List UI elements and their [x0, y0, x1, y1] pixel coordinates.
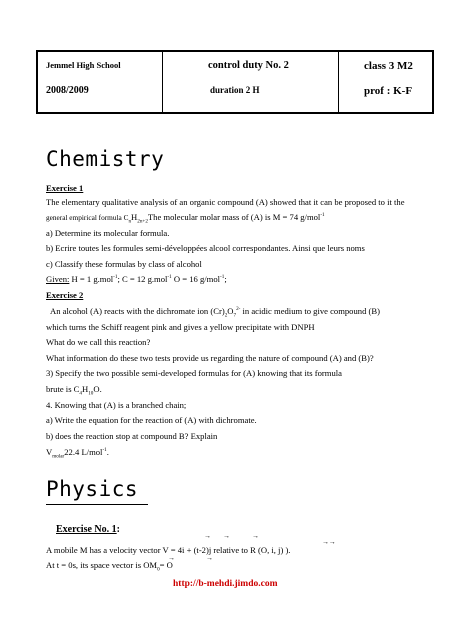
given-c: ; C = 12 g.mol — [117, 274, 168, 284]
ex1-l2e: The molecular molar mass of (A) is M = 74 g/mol — [147, 212, 321, 222]
vector-arrow-om-icon: → — [168, 554, 174, 562]
physics-heading — [46, 477, 138, 501]
ex1-l2d: 2n+2 — [137, 218, 148, 225]
duty-duration: duration 2 H — [210, 85, 260, 95]
header-title-cell — [162, 52, 339, 112]
given-sup3: -1 — [220, 274, 225, 281]
physics-ex1-title-text: Exercise No. 1 — [56, 524, 117, 535]
ex2-l1d: 7 — [233, 312, 237, 319]
ex2-line-3: What do we call this reaction? — [46, 337, 151, 347]
ex2-l1a: An alcohol (A) reacts with the dichromate ion (Cr) — [50, 306, 225, 316]
given-o: O = 16 g/mol — [173, 274, 221, 284]
phys-l2a: At t = 0s, its space vector is OM — [46, 560, 158, 570]
ex2-l1e: 2- — [236, 306, 241, 313]
header-table — [36, 50, 434, 114]
footer-link[interactable]: http://b-mehdi.jimdo.com — [173, 579, 278, 589]
physics-line-2 — [46, 560, 173, 571]
ex2-line-5: 3) Specify the two possible semi-developed formulas for (A) knowing that its formula — [46, 368, 342, 378]
ex2-line-4: What information do these two tests provide us regarding the nature of compound (A) and (B)? — [46, 353, 374, 363]
given-label: Given: — [46, 274, 70, 284]
physics-exercise-1-title — [56, 524, 120, 535]
ex2-l10b: molar — [52, 453, 65, 460]
phys-l2b: 0 — [157, 566, 160, 573]
ex1-l2f: -1 — [320, 212, 325, 219]
duty-title: control duty No. 2 — [208, 60, 289, 71]
given-h: H = 1 g.mol — [69, 274, 114, 284]
ex2-line-9: b) does the reaction stop at compound B? Explain — [46, 431, 218, 441]
ex2-l10c: 22.4 L/mol — [64, 447, 103, 457]
ex1-question-c: c) Classify these formulas by class of alcohol — [46, 259, 202, 269]
phys-l2c: = O — [159, 560, 173, 570]
ex2-line-10 — [46, 447, 109, 458]
exercise-2-title: Exercise 2 — [46, 290, 84, 300]
chemistry-heading — [46, 147, 164, 171]
ex2-line-2: which turns the Schiff reagent pink and gives a yellow precipitate with DNPH — [46, 322, 315, 332]
ex2-l10a: V — [46, 447, 53, 457]
ex2-l6c: H — [82, 384, 89, 394]
chemistry-heading-text: Chemistry — [46, 147, 165, 171]
vector-arrow-r-i-icon: → → — [322, 538, 335, 546]
given-sup2: -1 — [167, 274, 172, 281]
ex2-l10d: -1 — [102, 447, 107, 454]
physics-line-1: A mobile M has a velocity vector V = 4i + (t-2)j relative to R (O, i, j) ). — [46, 545, 291, 555]
ex2-l6b: 4 — [79, 390, 82, 397]
header-school-cell — [38, 52, 163, 112]
physics-ex1-colon: : — [116, 524, 120, 535]
class-label: class 3 M2 — [364, 60, 413, 72]
ex2-l6d: 10 — [88, 390, 94, 397]
ex2-l1b: 2 — [224, 312, 228, 319]
ex2-line-6 — [46, 384, 102, 395]
given-end: ; — [224, 274, 227, 284]
prof-label: prof : K-F — [364, 85, 413, 97]
ex1-line-2 — [46, 212, 325, 223]
ex1-line-1: The elementary qualitative analysis of an organic compound (A) showed that it can be proposed to it the — [46, 197, 405, 207]
ex1-given — [46, 274, 227, 285]
vector-arrow-zero-icon: → — [206, 554, 212, 562]
ex2-line-8: a) Write the equation for the reaction of (A) with dichromate. — [46, 415, 257, 425]
header-class-cell — [338, 52, 432, 112]
physics-heading-text: Physics — [46, 477, 139, 501]
ex2-l6a: brute is C — [46, 384, 80, 394]
physics-underline — [46, 504, 148, 505]
ex1-l2a: general empirical formula C — [46, 213, 129, 222]
school-name: Jemmel High School — [46, 60, 121, 70]
ex1-l2b: n — [128, 218, 132, 225]
vector-arrow-i-icon: → — [223, 532, 229, 540]
ex2-l1f: in acidic medium to give compound (B) — [240, 306, 380, 316]
ex1-l2c: H — [131, 212, 138, 222]
ex2-l1c: O — [227, 306, 234, 316]
ex2-line-7: 4. Knowing that (A) is a branched chain; — [46, 400, 187, 410]
ex2-l10e: . — [106, 447, 109, 457]
ex1-question-a: a) Determine its molecular formula. — [46, 228, 170, 238]
ex1-question-b: b) Ecrire toutes les formules semi-développées alcool correspondantes. Ainsi que leurs noms — [46, 243, 365, 253]
ex2-line-1 — [50, 306, 380, 317]
given-sup1: -1 — [113, 274, 118, 281]
ex2-l6e: O. — [93, 384, 102, 394]
vector-arrow-j-icon: → — [252, 532, 258, 540]
exercise-1-title: Exercise 1 — [46, 183, 84, 193]
school-year: 2008/2009 — [46, 85, 89, 96]
vector-arrow-v-icon: → — [204, 532, 210, 540]
